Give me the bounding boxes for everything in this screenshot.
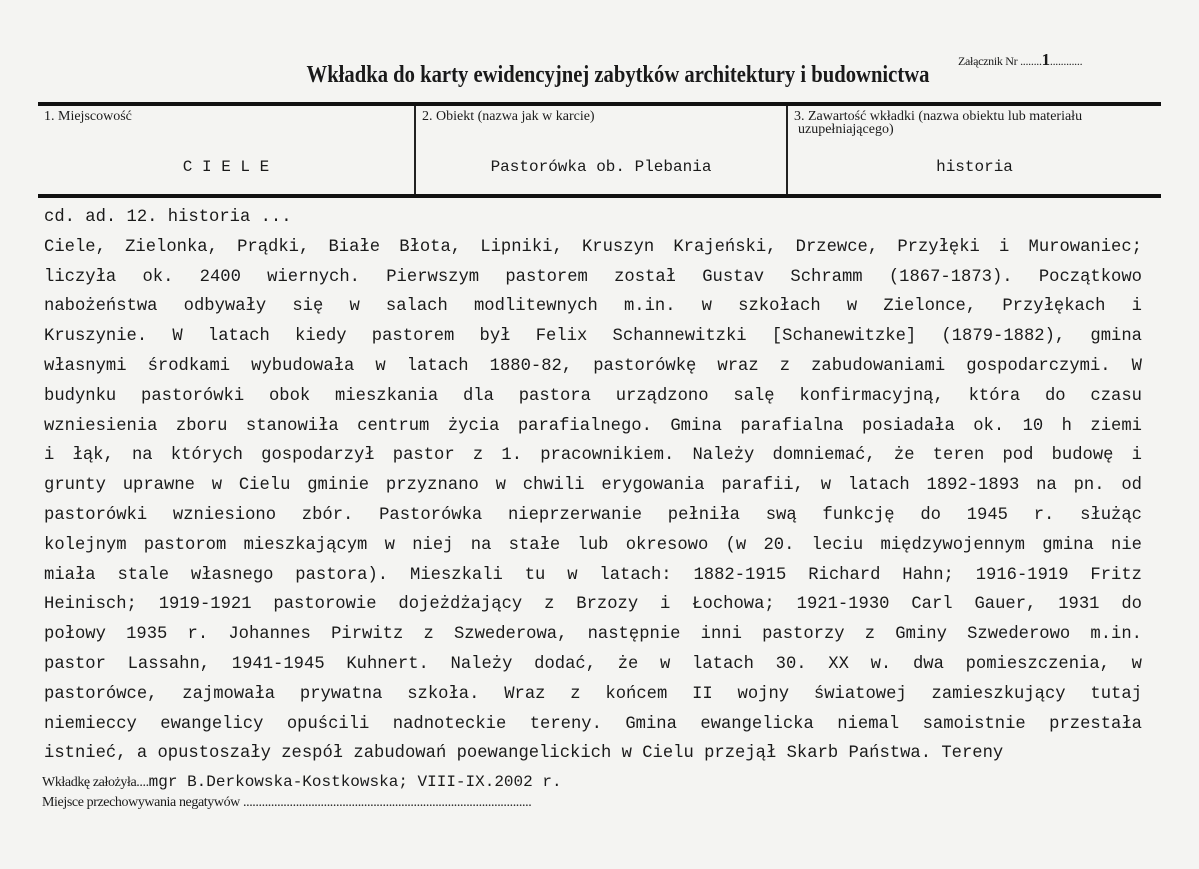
annex-value: 1 (1041, 50, 1050, 69)
body-line: cd. ad. 12. historia ... (44, 208, 292, 227)
author-value: mgr B.Derkowska-Kostkowska; VIII-IX.2002 r. (148, 773, 562, 791)
content-label-line1: 3. Zawartość wkładki (nazwa obiektu lub materiału (794, 109, 1083, 124)
body-line: Kruszynie. W latach kiedy pastorem był Felix Schannewitzki [Schanewitzke] (1879-1882), gmina (44, 327, 1142, 347)
body-text (44, 203, 1142, 769)
locality-cell (38, 106, 414, 194)
body-line: Heinisch; 1919-1921 pastorowie dojeżdżający z Brzozy i Łochowa; 1921-1930 Carl Gauer, 1931 do (44, 595, 1142, 615)
object-label: 2. Obiekt (nazwa jak w karcie) (422, 109, 595, 124)
body-line: pastor Lassahn, 1941-1945 Kuhnert. Należy dodać, że w latach 30. XX w. dwa pomieszczenia, w (44, 654, 1142, 674)
body-line: Ciele, Zielonka, Prądki, Białe Błota, Lipniki, Kruszyn Krajeński, Drzewce, Przyłęki i Murowaniec; (44, 237, 1142, 257)
annex-trail: ............ (1049, 54, 1083, 68)
body-line: własnymi środkami wybudowała w latach 1880-82, pastorówkę wraz z zabudowaniami gospodarczymi. W (44, 356, 1142, 376)
author-label: Wkładkę założyła.... (42, 775, 149, 790)
body-line: wzniesienia zboru stanowiła centrum życia parafialnego. Gmina parafialna posiadała ok. 10 h ziemi (44, 416, 1142, 436)
content-value: historia (936, 158, 1013, 176)
locality-value: C I E L E (182, 158, 270, 176)
document-title: Wkładka do karty ewidencyjnej zabytków architektury i budownictwa (306, 62, 930, 88)
header-table (38, 102, 1161, 198)
body-line: grunty uprawne w Cielu gminie przyznano w chwili erygowania parafii, w latach 1892-1893 na pn. od (44, 476, 1142, 496)
body-line: liczyła ok. 2400 wiernych. Pierwszym pastorem został Gustav Schramm (1867-1873). Początkowo (44, 267, 1142, 287)
object-value: Pastorówka ob. Plebania (490, 158, 712, 176)
locality-label: 1. Miejscowość (44, 109, 132, 124)
body-line: pastorówce, zajmowała prywatna szkoła. Wraz z końcem II wojny światowej zamieszkujący tutaj (44, 684, 1142, 704)
content-label (794, 110, 1082, 136)
object-cell (414, 106, 786, 194)
negatives-location: Miejsce przechowywania negatywów ............................................................................................. (42, 795, 532, 810)
body-line: niemieccy ewangelicy opuścili nadnoteckie tereny. Gmina ewangelicka niemal samoistnie przestała (44, 714, 1142, 734)
body-line: kolejnym pastorom mieszkającym w niej na stałe lub okresowo (w 20. leciu międzywojennym gmina nie (44, 535, 1142, 555)
body-line: istnieć, a opustoszały zespół zabudowań poewangelickich w Cielu przejął Skarb Państwa. Tereny (44, 744, 1004, 764)
content-cell (786, 106, 1161, 194)
body-line: i łąk, na których gospodarzył pastor z 1. pracownikiem. Należy domniemać, że teren pod budowę i (44, 446, 1142, 466)
body-line: budynku pastorówki obok mieszkania dla pastora urządzono salę konfirmacyjną, która do czasu (44, 386, 1142, 406)
body-line: miała stale własnego pastora). Mieszkali tu w latach: 1882-1915 Richard Hahn; 1916-1919 Fritz (44, 565, 1142, 585)
body-line: nabożeństwa odbywały się w salach modlitewnych m.in. w szkołach w Zielonce, Przyłękach i (44, 297, 1142, 317)
body-line: połowy 1935 r. Johannes Pirwitz z Szwederowa, następnie inni pastorzy z Gminy Szwederowo m.in. (44, 625, 1142, 645)
body-line: pastorówki wzniesiono zbór. Pastorówka nieprzerwanie pełniła swą funkcję do 1945 r. służąc (44, 505, 1142, 525)
annex-label: Załącznik Nr ........ (958, 54, 1042, 68)
content-label-line2: uzupełniającego) (798, 122, 894, 137)
author-line (42, 773, 562, 791)
